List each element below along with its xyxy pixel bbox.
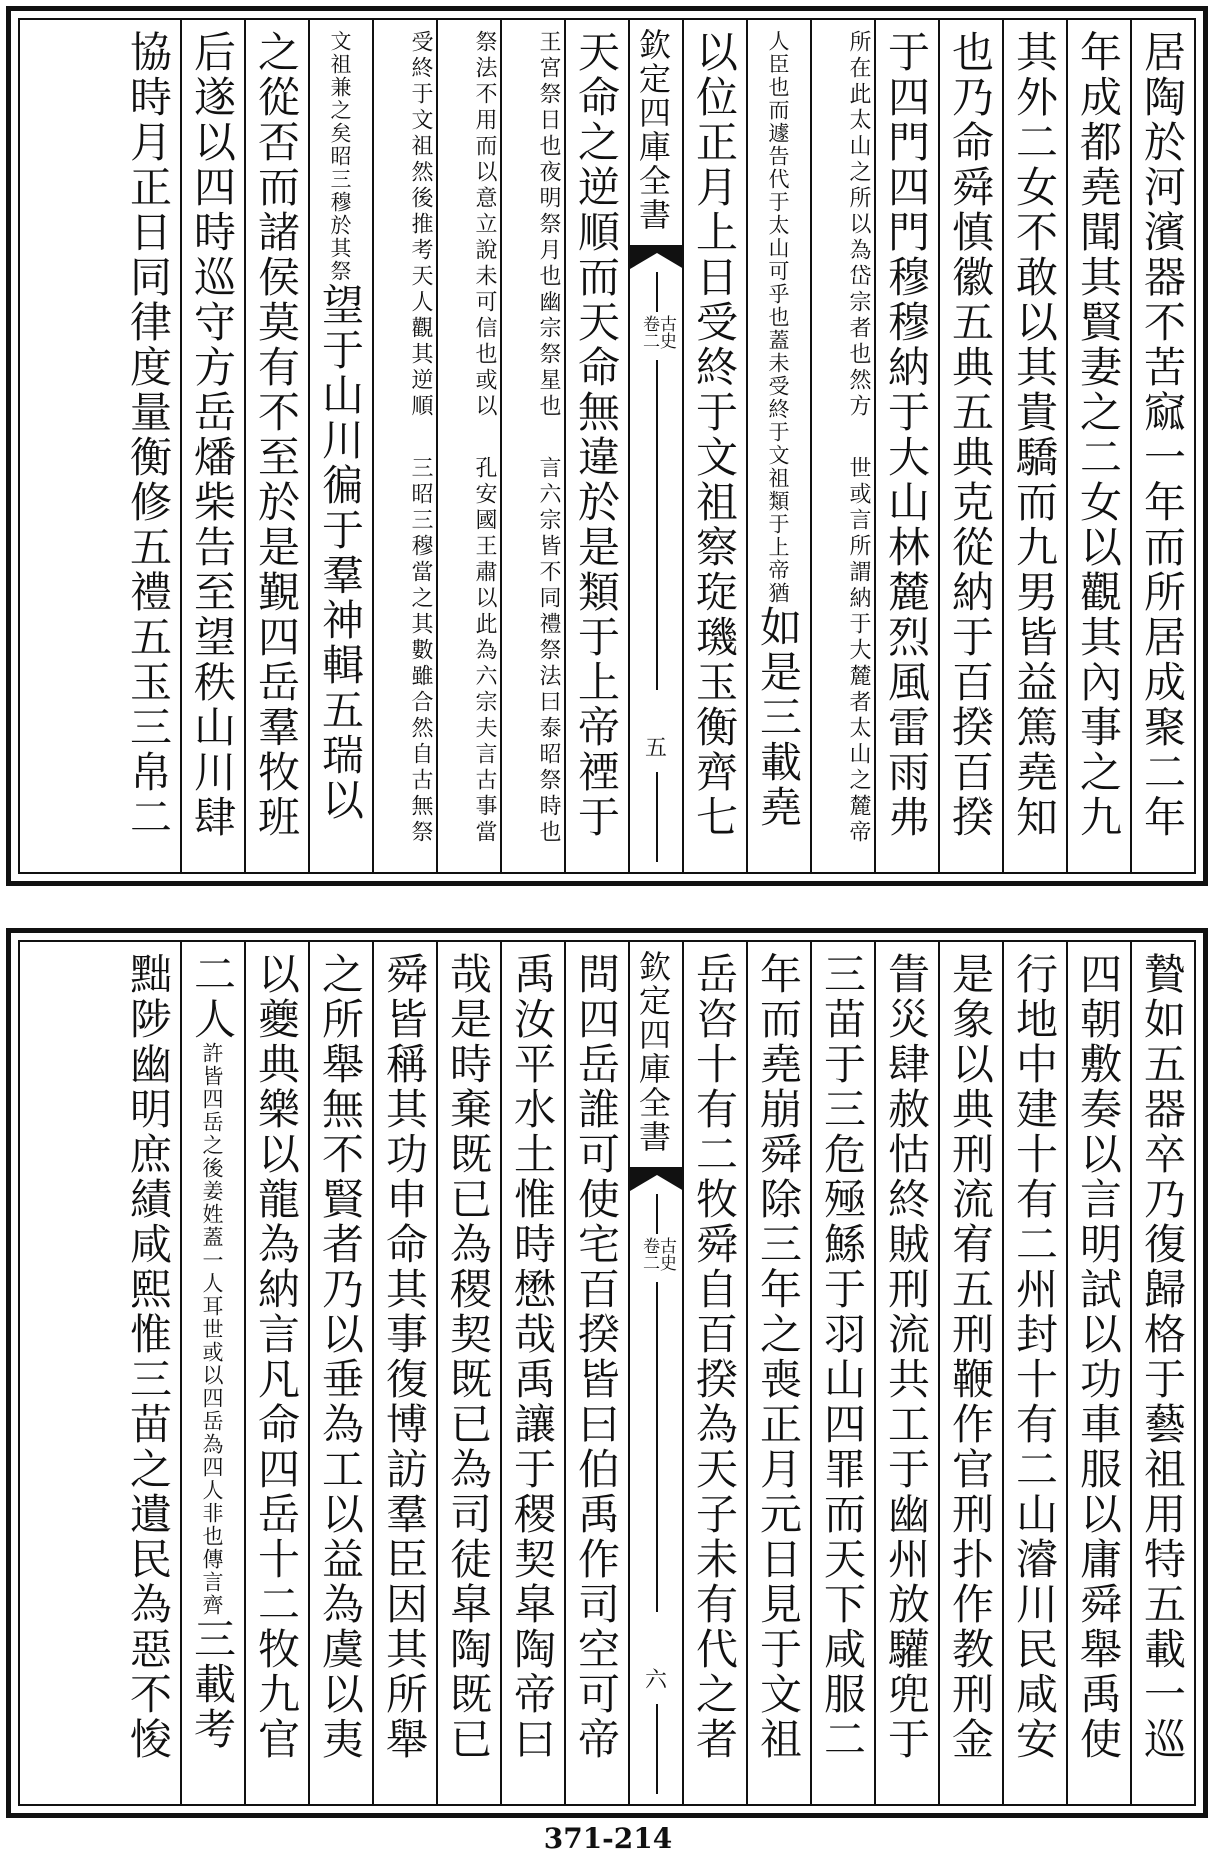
bottom-text-column: 行地中建十有二州封十有二山濬川民咸安: [1002, 942, 1066, 1804]
top-mixed-column: [746, 20, 810, 872]
bottom-page-text-frame: [18, 940, 1196, 1806]
commentary-line: 世或言所謂納于大麓者太山之麓帝: [846, 456, 871, 846]
volume-label-part: 卷二: [639, 1237, 659, 1271]
main-text: 望于山川徧于羣神輯五瑞以: [316, 283, 365, 823]
bottom-text-column: 眚災肆赦怙終賊刑流共工于幽州放驩兜于: [874, 942, 938, 1804]
bottom-text-column: 年而堯崩舜除三年之喪正月元日見于文祖: [746, 942, 810, 1804]
folio-number: 五: [644, 736, 667, 761]
book-title: 欽定四庫全書: [634, 950, 672, 1154]
commentary-line: 人臣也而遽告代于太山可乎: [766, 30, 790, 306]
top-commentary-column: [810, 20, 874, 872]
bottom-text-column: 以夔典樂以龍為納言凡命四岳十二牧九官: [244, 942, 308, 1804]
commentary-line: 許皆四岳之後姜姓蓋一人耳: [200, 1042, 224, 1318]
volume-label-part: 古史: [656, 1237, 676, 1271]
commentary-line: 所在此太山之所以為岱宗者也然方: [846, 30, 871, 420]
bottom-page: [6, 928, 1208, 1818]
bottom-text-column: 之所舉無不賢者乃以垂為工以益為虞以夷: [308, 942, 372, 1804]
bottom-text-column: 黜陟幽明庶績咸熙惟三苗之遺民為惡不悛: [124, 952, 173, 1762]
commentary-line: 孔安國王肅以此為六宗夫言古事當: [472, 456, 497, 846]
main-text: 如是三載堯: [754, 605, 803, 830]
top-text-column: 后遂以四時巡守方岳燔柴告至望秩山川肆: [180, 20, 244, 872]
bottom-text-column: 問四岳誰可使宅百揆皆曰伯禹作司空可帝: [564, 942, 628, 1804]
fold-line: [656, 272, 658, 312]
top-center-fold: [628, 20, 682, 872]
bottom-text-column: 舜皆稱其功申命其事復博訪羣臣因其所舉: [372, 942, 436, 1804]
fold-line: [656, 1704, 658, 1794]
inline-commentary: [762, 30, 794, 605]
volume-label-part: 卷二: [639, 315, 659, 349]
top-text-column: 居陶於河濱器不苦窳一年而所居成聚二年: [1130, 20, 1194, 872]
folio-number: 六: [644, 1668, 667, 1693]
commentary-line: 昭三穆於其祭: [328, 145, 352, 283]
main-text: 二人: [188, 952, 237, 1042]
inline-commentary: [324, 30, 356, 283]
volume-label-part: 古史: [656, 315, 676, 349]
commentary-line: 言六宗皆不同禮祭法曰泰昭祭時也: [536, 456, 561, 846]
commentary-line: 世或以四岳為四人非也傳言齊: [200, 1318, 224, 1617]
top-commentary-column: [500, 20, 564, 872]
inline-commentary: [196, 1042, 228, 1617]
fold-line: [656, 360, 658, 690]
top-text-column: 以位正月上日受終于文祖察琁璣玉衡齊七: [682, 20, 746, 872]
bottom-center-fold: [628, 942, 682, 1804]
top-text-column: 也乃命舜慎徽五典五典克從納于百揆百揆: [938, 20, 1002, 872]
top-text-column: 于四門四門穆穆納于大山林麓烈風雷雨弗: [874, 20, 938, 872]
volume-label: [640, 1237, 674, 1271]
commentary-line: 受終于文祖然後推考天人觀其逆順: [408, 30, 433, 420]
bottom-text-column: 禹汝平水土惟時懋哉禹讓于稷契皐陶帝曰: [500, 942, 564, 1804]
fold-line: [656, 772, 658, 862]
bottom-text-column: 贄如五器卒乃復歸格于藝祖用特五載一巡: [1130, 942, 1194, 1804]
fold-line: [656, 1194, 658, 1234]
commentary-line: 文祖兼之矣: [328, 30, 352, 145]
top-page-text-frame: [18, 18, 1196, 874]
main-text: 天命之逆順而天命無違於是類于上帝禋于: [572, 30, 621, 840]
volume-label: [640, 315, 674, 349]
page-footer-number: 371-214: [543, 1822, 673, 1855]
top-mixed-column: [308, 20, 372, 872]
commentary-line: 王宮祭日也夜明祭月也幽宗祭星也: [536, 30, 561, 420]
top-commentary-column: [436, 20, 500, 872]
top-text-column: 之從否而諸侯莫有不至於是覲四岳羣牧班: [244, 20, 308, 872]
top-commentary-column: [372, 20, 436, 872]
fish-tail-mark-icon: [630, 1167, 682, 1191]
commentary-line: 祭法不用而以意立說未可信也或以: [472, 30, 497, 420]
bottom-text-column: 哉是時棄既已為稷契既已為司徒皐陶既已: [436, 942, 500, 1804]
top-mixed-column: [564, 20, 628, 872]
top-page: [6, 6, 1208, 886]
book-title: 欽定四庫全書: [634, 28, 672, 232]
top-text-column: 年成都堯聞其賢妻之二女以觀其內事之九: [1066, 20, 1130, 872]
commentary-line: 三昭三穆當之其數雖合然自古無祭: [408, 456, 433, 846]
fish-tail-mark-icon: [630, 245, 682, 269]
bottom-mixed-column: [180, 942, 244, 1804]
top-text-column: 其外二女不敢以其貴驕而九男皆益篤堯知: [1002, 20, 1066, 872]
top-text-column: 協時月正日同律度量衡修五禮五玉三帛二: [124, 30, 173, 840]
bottom-text-column: 四朝敷奏以言明試以功車服以庸舜舉禹使: [1066, 942, 1130, 1804]
bottom-text-column: 三苗于三危殛鯀于羽山四罪而天下咸服二: [810, 942, 874, 1804]
fold-line: [656, 1282, 658, 1612]
commentary-line: 也蓋未受終于文祖類于上帝猶: [766, 306, 790, 605]
main-text: 三載考: [188, 1617, 237, 1752]
bottom-text-column: 岳咨十有二牧舜自百揆為天子未有代之者: [682, 942, 746, 1804]
bottom-text-column: 是象以典刑流宥五刑鞭作官刑扑作教刑金: [938, 942, 1002, 1804]
